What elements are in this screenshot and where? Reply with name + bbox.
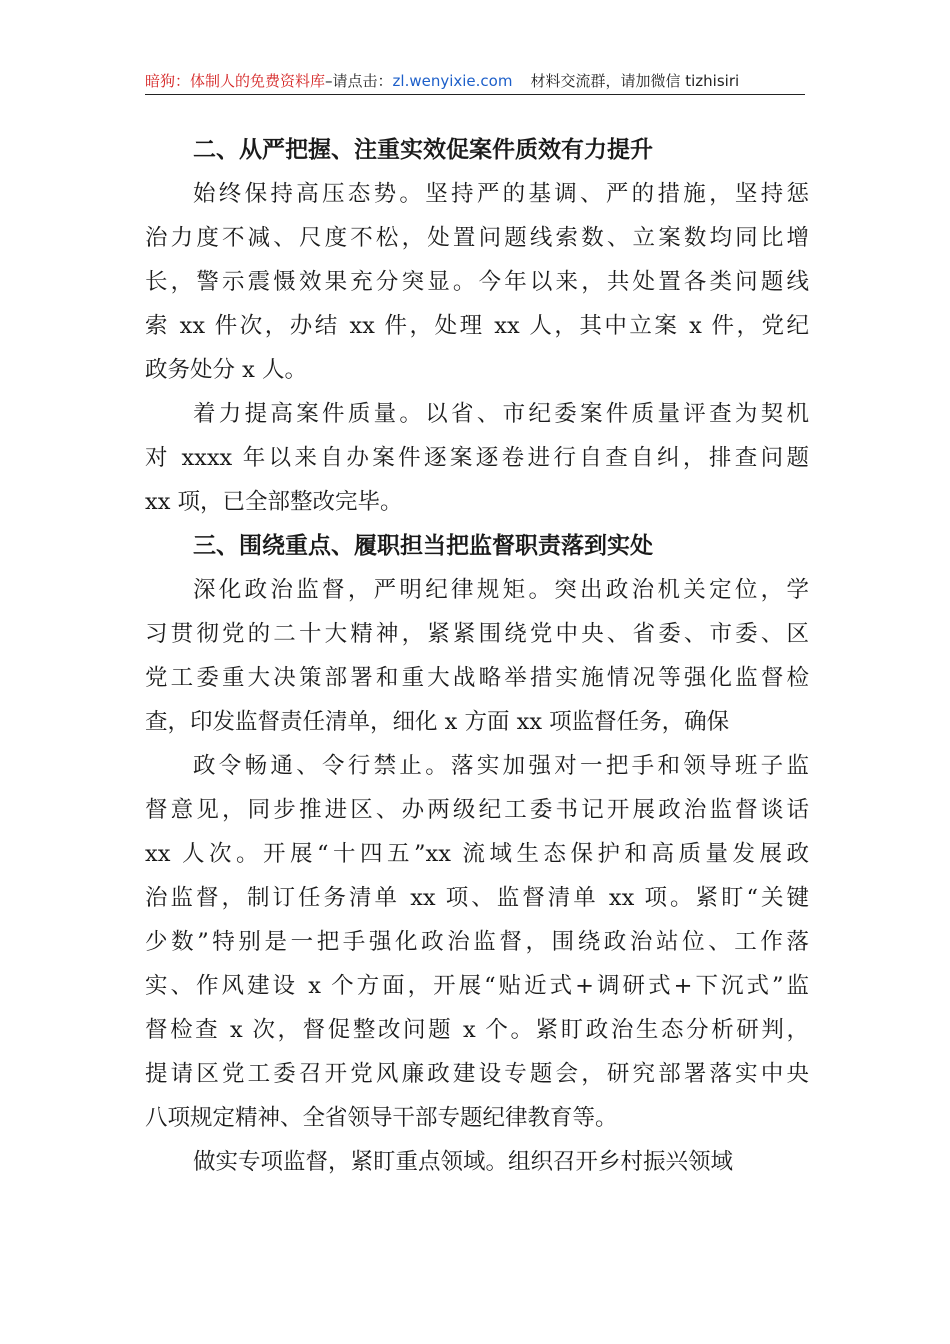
section-heading: 二、从严把握、注重实效促案件质效有力提升 [193, 137, 653, 163]
paragraph-line: 治监督，制订任务清单 xx 项、监督清单 xx 项。紧盯“关键 [145, 885, 809, 911]
paragraph [145, 392, 809, 524]
paragraph [145, 172, 809, 392]
page-header [145, 68, 805, 95]
paragraph-line: 治力度不减、尺度不松，处置问题线索数、立案数均同比增 [145, 225, 809, 251]
paragraph-line: 八项规定精神、全省领导干部专题纪律教育等。 [145, 1105, 618, 1131]
section-heading: 三、围绕重点、履职担当把监督职责落到实处 [193, 533, 653, 559]
paragraph-line: xx 人次。开展“十四五”xx 流域生态保护和高质量发展政 [145, 841, 809, 867]
header-brand: 暗狗：体制人的免费资料库 [145, 72, 326, 90]
paragraph [145, 1140, 809, 1184]
paragraph-line: 对 xxxx 年以来自办案件逐案逐卷进行自查自纠，排查问题 [145, 445, 809, 471]
paragraph-line: 督意见，同步推进区、办两级纪工委书记开展政治监督谈话 [145, 797, 809, 823]
header-contact: 材料交流群，请加微信 tizhisiri [530, 72, 740, 90]
paragraph-line: 习贯彻党的二十大精神，紧紧围绕党中央、省委、市委、区 [145, 621, 809, 647]
paragraph-line: 督检查 x 次，督促整改问题 x 个。紧盯政治生态分析研判， [145, 1017, 809, 1043]
paragraph-line: 做实专项监督，紧盯重点领域。组织召开乡村振兴领域 [193, 1149, 734, 1175]
header-url-link[interactable]: zl.wenyixie.com [392, 72, 513, 90]
paragraph-line: 索 xx 件次，办结 xx 件，处理 xx 人，其中立案 x 件，党纪 [145, 313, 809, 339]
paragraph-line: 政务处分 x 人。 [145, 357, 307, 383]
paragraph [145, 568, 809, 744]
paragraph [145, 744, 809, 1140]
paragraph-line: 查，印发监督责任清单，细化 x 方面 xx 项监督任务，确保 [145, 709, 730, 735]
header-click-prompt: –请点击： [325, 72, 393, 90]
paragraph-line: 政令畅通、令行禁止。落实加强对一把手和领导班子监 [193, 753, 809, 779]
paragraph-line: 深化政治监督，严明纪律规矩。突出政治机关定位，学 [193, 577, 809, 603]
paragraph-line: 长，警示震慑效果充分突显。今年以来，共处置各类问题线 [145, 269, 809, 295]
paragraph-line: 少数”特别是一把手强化政治监督，围绕政治站位、工作落 [145, 929, 809, 955]
document-body [145, 128, 809, 1184]
paragraph-line: 着力提高案件质量。以省、市纪委案件质量评查为契机 [193, 401, 809, 427]
paragraph-line: xx 项，已全部整改完毕。 [145, 489, 403, 515]
paragraph-line: 始终保持高压态势。坚持严的基调、严的措施，坚持惩 [193, 181, 809, 207]
paragraph-line: 提请区党工委召开党风廉政建设专题会，研究部署落实中央 [145, 1061, 809, 1087]
paragraph-line: 党工委重大决策部署和重大战略举措实施情况等强化监督检 [145, 665, 809, 691]
paragraph-line: 实、作风建设 x 个方面，开展“贴近式+调研式+下沉式”监 [145, 973, 809, 999]
